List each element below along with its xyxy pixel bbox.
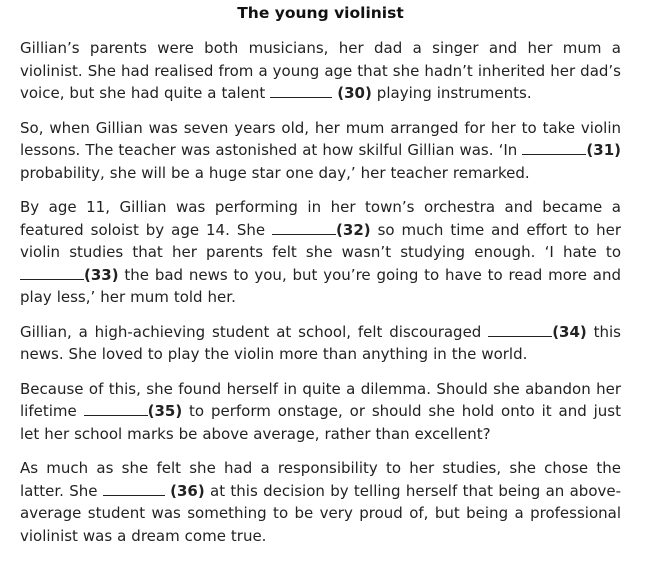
answer-blank-32[interactable] <box>272 221 336 235</box>
answer-blank-35[interactable] <box>84 402 148 416</box>
paragraph-text: As much as she felt she had a responsibility to her studies, she chose the latter. She <box>20 459 621 500</box>
question-number-34: (34) <box>552 322 587 341</box>
paragraph-1 <box>20 37 621 105</box>
paragraph-text: By age 11, Gillian was performing in her town’s orchestra and became a featured soloist by age 14. She <box>20 198 621 239</box>
paragraph-text: at this decision by telling herself that being an above-average student was something to be very proud of, but being a professional violinist was a dream come true. <box>20 481 622 545</box>
paragraph-text: playing instruments. <box>371 84 532 102</box>
paragraph-3 <box>20 196 621 309</box>
paragraph-text: probability, she will be a huge star one day,’ her teacher remarked. <box>20 163 530 182</box>
answer-blank-34[interactable] <box>488 323 552 337</box>
question-number-30: (30) <box>337 84 372 102</box>
paragraph-text: Gillian, a high-achieving student at school, felt discouraged <box>20 322 489 341</box>
paragraph-text: Because of this, she found herself in quite a dilemma. Should she abandon her lifetime <box>20 379 621 420</box>
answer-blank-36[interactable] <box>103 482 165 496</box>
question-number-35: (35) <box>147 402 183 420</box>
paragraph-text: this news. She loved to play the violin more than anything in the world. <box>20 322 622 363</box>
answer-blank-30[interactable] <box>270 84 332 98</box>
question-number-32: (32) <box>336 220 371 239</box>
paragraph-text: So, when Gillian was seven years old, her mum arranged for her to take violin lessons. The teacher was astonished at how skilful Gillian was. ‘In <box>20 118 621 159</box>
paragraph-text: the bad news to you, but you’re going to have to read more and play less,’ her mum told her. <box>20 265 621 306</box>
paragraph-2 <box>20 117 621 185</box>
paragraph-text: so much time and effort to her violin studies that her parents felt she wasn’t studying enough. ‘I hate to <box>20 220 621 261</box>
question-number-36: (36) <box>170 481 205 500</box>
answer-blank-33[interactable] <box>20 266 84 280</box>
paragraph-text: Gillian’s parents were both musicians, her dad a singer and her mum a violinist. She had realised from a young age that she hadn’t inherited her dad’s voice, but she had quite a talent <box>20 39 621 102</box>
paragraph-5 <box>20 378 621 446</box>
question-number-31: (31) <box>586 141 621 159</box>
answer-blank-31[interactable] <box>522 141 586 155</box>
paragraph-text: to perform onstage, or should she hold onto it and just let her school marks be above average, rather than excellent? <box>20 402 621 443</box>
page-title: The young violinist <box>237 4 404 22</box>
question-number-33: (33) <box>84 265 119 284</box>
paragraph-4 <box>20 321 621 366</box>
paragraph-6 <box>20 457 621 547</box>
